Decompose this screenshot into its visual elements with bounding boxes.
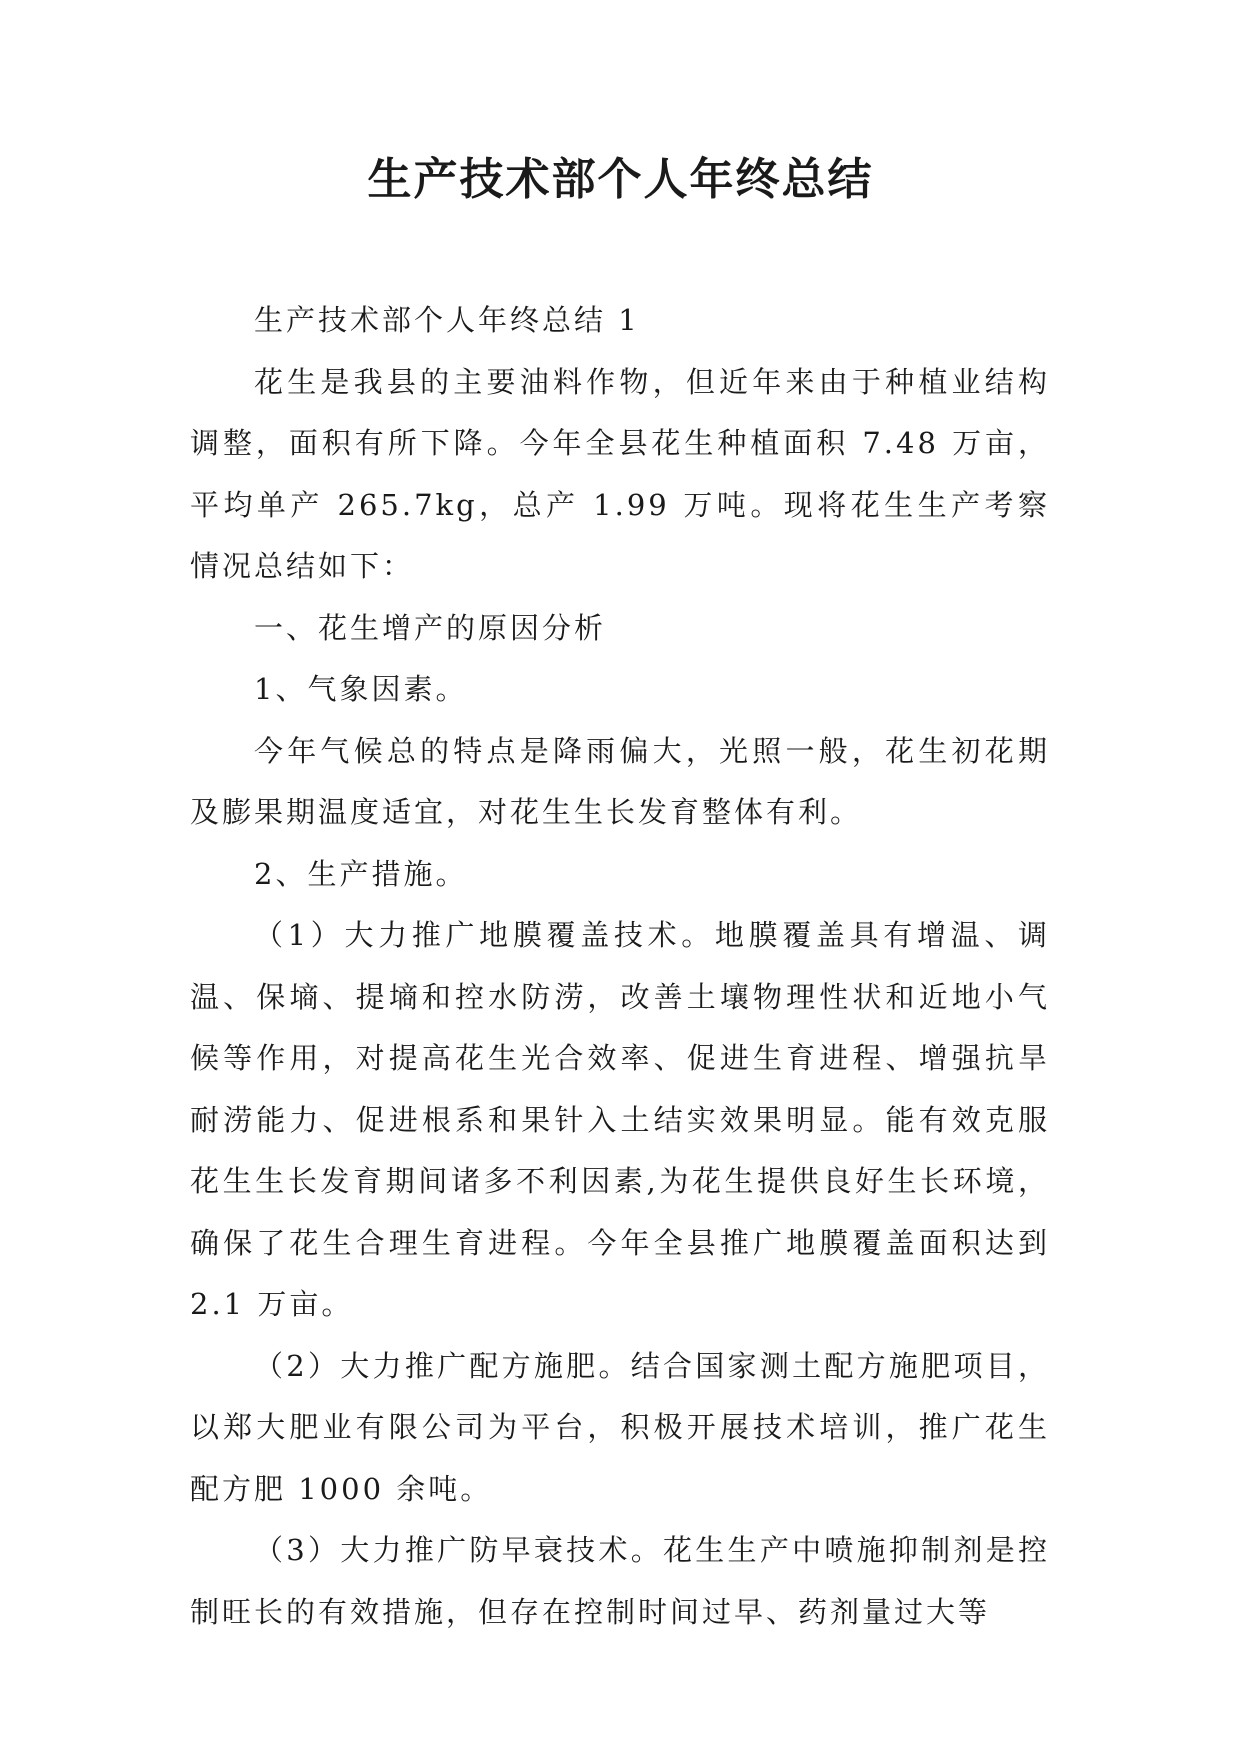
paragraph-measure-1: （1）大力推广地膜覆盖技术。地膜覆盖具有增温、调温、保墒、提墒和控水防涝，改善土壤物理性状和近地小气候等作用，对提高花生光合效率、促进生育进程、增强抗旱耐涝能力、促进根系和果针入土结实效果明显。能有效克服花生生长发育期间诸多不利因素,为花生提供良好生长环境，确保了花生合理生育进程。今年全县推广地膜覆盖面积达到 2.1 万亩。 [190, 918, 1050, 1321]
section-heading: 生产技术部个人年终总结 1 [254, 303, 640, 337]
paragraph-intro: 花生是我县的主要油料作物，但近年来由于种植业结构调整，面积有所下降。今年全县花生种植面积 7.48 万亩，平均单产 265.7kg，总产 1.99 万吨。现将花生生产考察情况总结如下： [190, 364, 1050, 583]
heading-cause-analysis: 一、花生增产的原因分析 [254, 610, 607, 645]
subheading-measures: 2、生产措施。 [254, 856, 468, 891]
document-body [190, 290, 1050, 1643]
paragraph-weather: 今年气候总的特点是降雨偏大，光照一般，花生初花期及膨果期温度适宜，对花生生长发育整体有利。 [190, 733, 1050, 829]
document-title: 生产技术部个人年终总结 [367, 154, 874, 205]
paragraph-measure-2: （2）大力推广配方施肥。结合国家测土配方施肥项目，以郑大肥业有限公司为平台，积极开展技术培训，推广花生配方肥 1000 余吨。 [190, 1348, 1050, 1506]
subheading-weather: 1、气象因素。 [254, 672, 468, 706]
paragraph-measure-3: （3）大力推广防早衰技术。花生生产中喷施抑制剂是控制旺长的有效措施，但存在控制时间过早、药剂量过大等 [190, 1533, 1050, 1629]
